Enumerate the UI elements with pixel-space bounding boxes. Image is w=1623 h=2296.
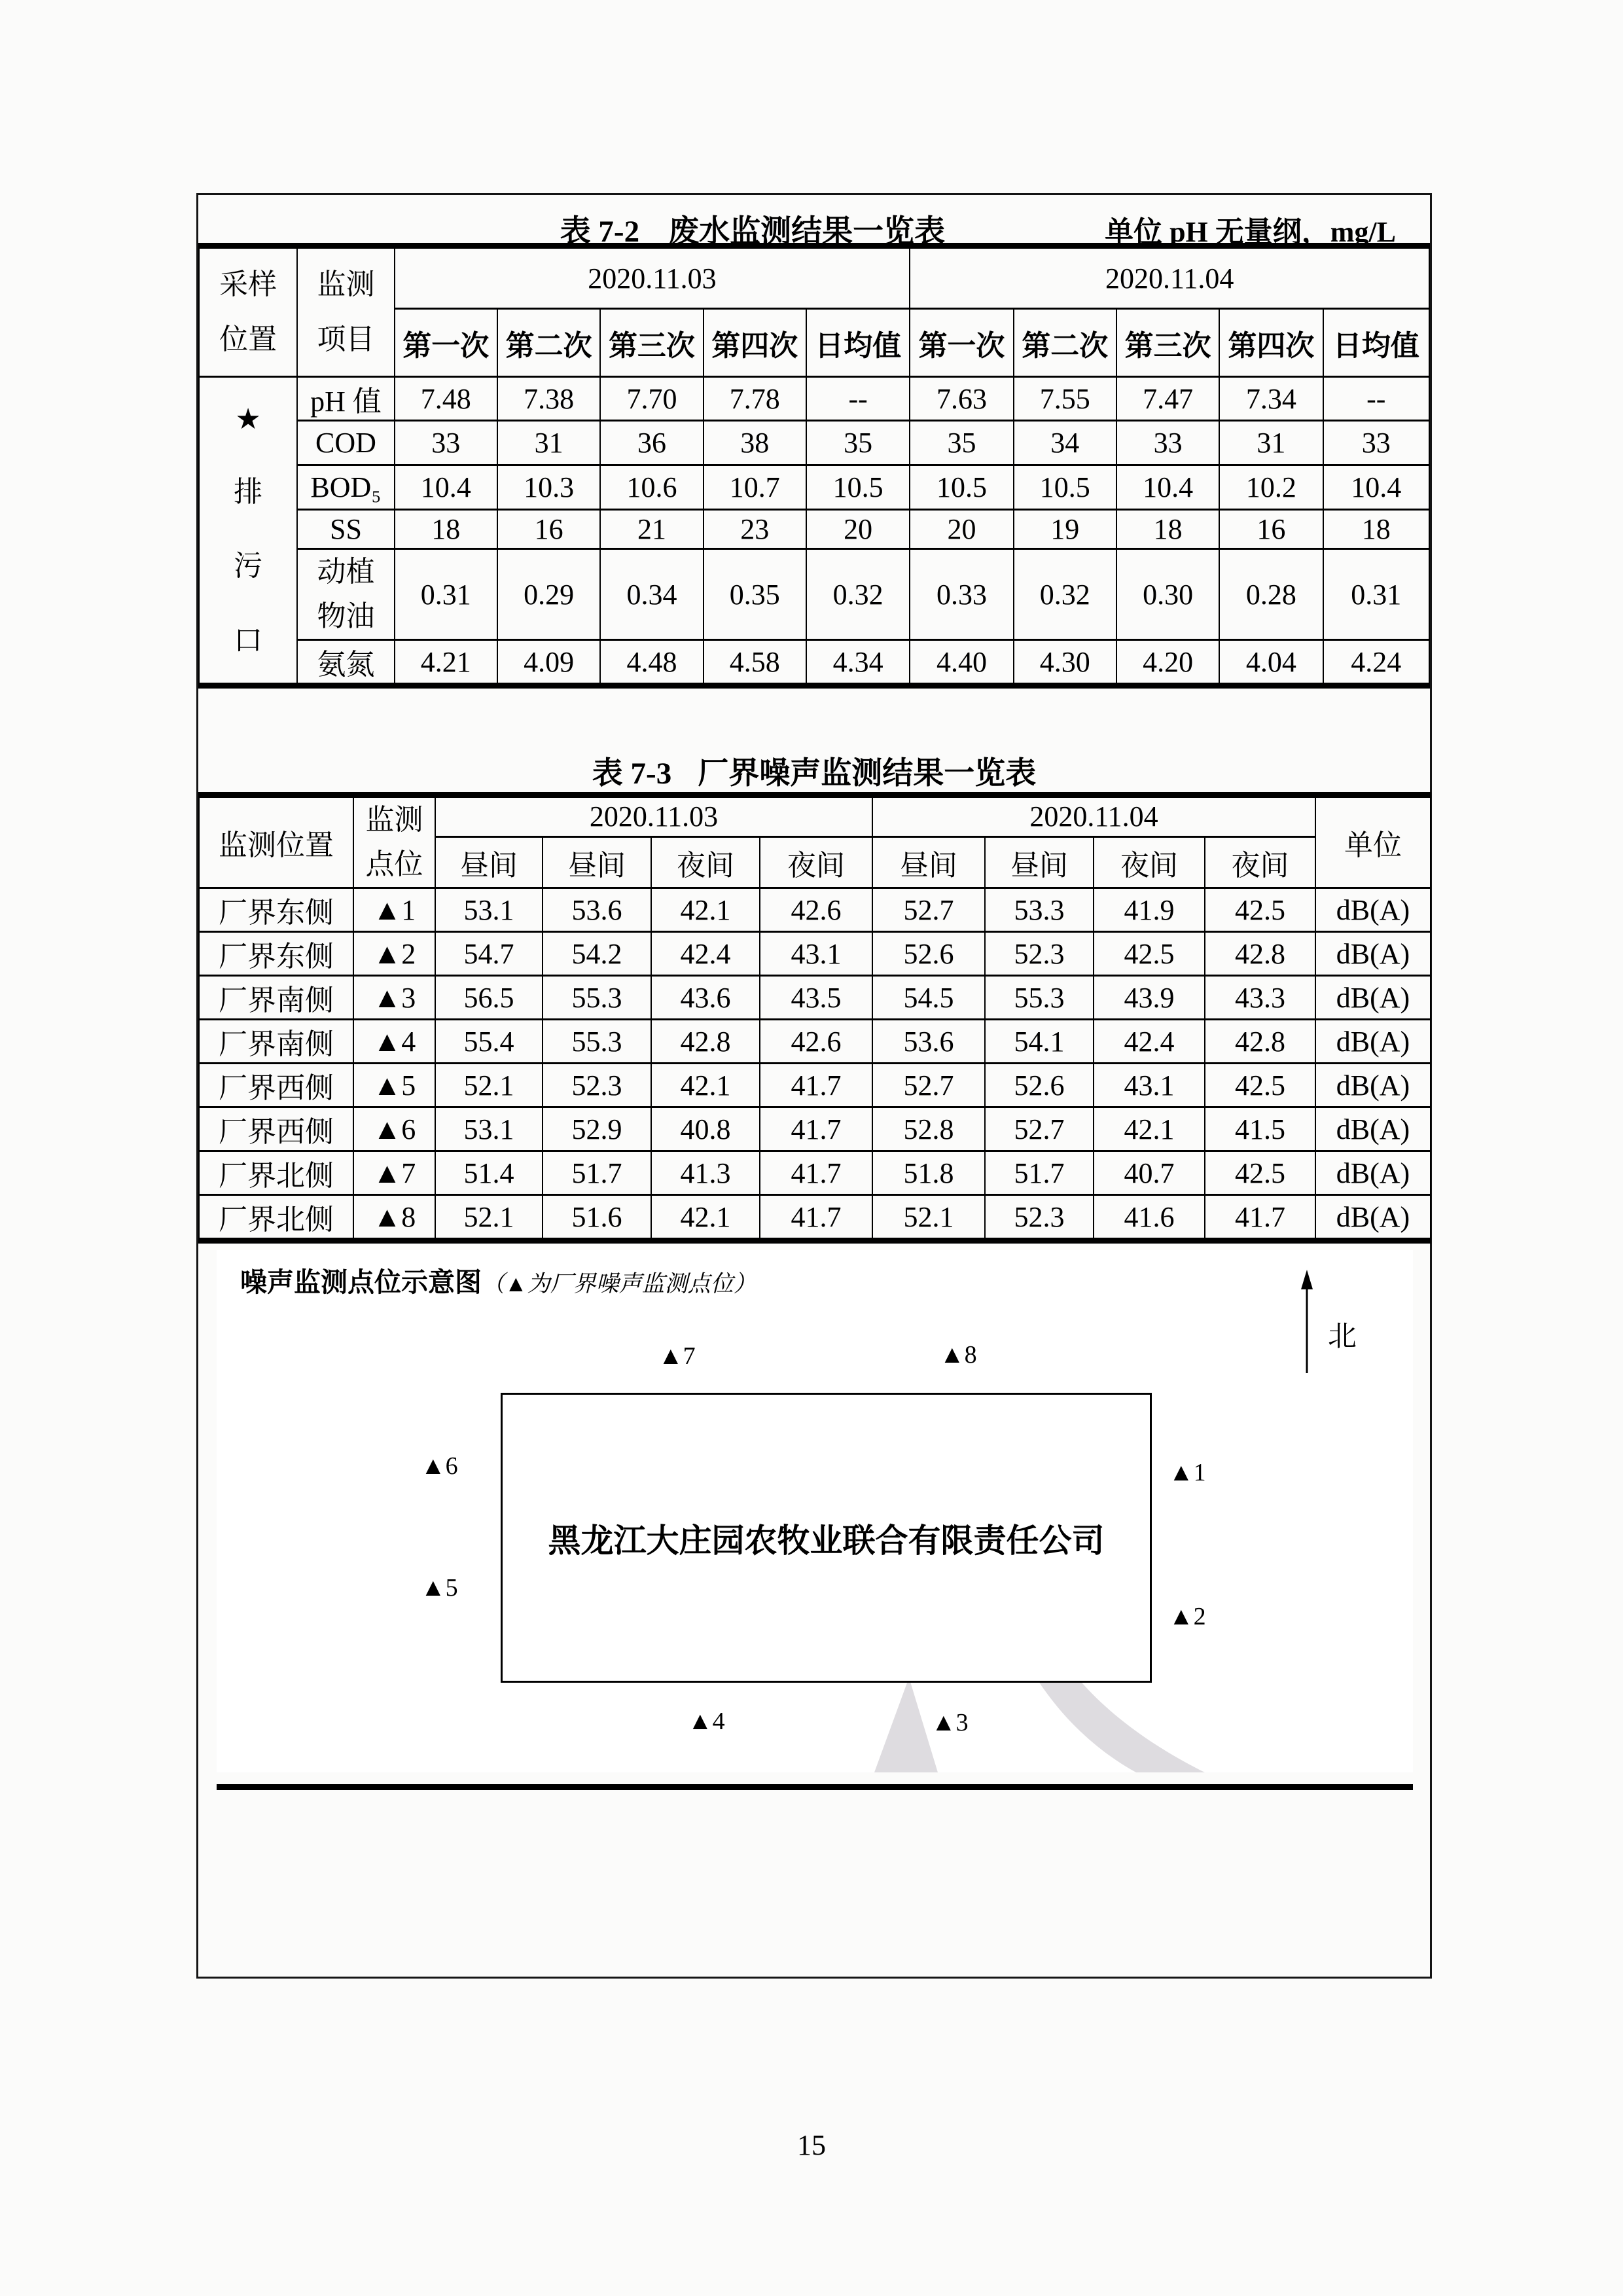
north-arrow-icon	[1293, 1270, 1321, 1374]
noise-point-5: ▲5	[421, 1574, 458, 1602]
cell: 7.78	[704, 377, 806, 421]
cell: 33	[1116, 421, 1219, 465]
cell-location: 厂界西侧	[199, 1064, 353, 1107]
cell: 41.7	[1205, 1195, 1315, 1241]
cell-item: BOD₅	[297, 465, 394, 510]
cell: 10.5	[1014, 465, 1116, 510]
header-subcol: 第三次	[1116, 309, 1219, 377]
cell: 41.5	[1205, 1107, 1315, 1151]
table-row	[199, 1020, 1431, 1064]
cell: 42.8	[651, 1020, 760, 1064]
cell-location: 厂界北侧	[199, 1195, 353, 1241]
cell-point: ▲6	[353, 1107, 435, 1151]
cell: 42.1	[651, 888, 760, 932]
header-label: 采样位置	[219, 268, 277, 355]
cell: --	[806, 377, 910, 421]
cell: 51.6	[543, 1195, 651, 1241]
cell: 51.7	[985, 1151, 1094, 1195]
table-row	[199, 640, 1429, 686]
cell-location: 厂界北侧	[199, 1151, 353, 1195]
cell: 10.5	[910, 465, 1013, 510]
cell: 7.70	[600, 377, 703, 421]
cell: 52.6	[872, 932, 985, 976]
cell: 31	[497, 421, 600, 465]
header-date-2: 2020.11.04	[872, 795, 1315, 837]
cell: 53.3	[985, 888, 1094, 932]
cell-point: ▲1	[353, 888, 435, 932]
cell: 41.7	[760, 1151, 872, 1195]
cell: 4.40	[910, 640, 1013, 686]
cell-point: ▲4	[353, 1020, 435, 1064]
cell: 54.1	[985, 1020, 1094, 1064]
header-subcol: 日均值	[806, 309, 910, 377]
noise-point-diagram	[217, 1250, 1413, 1772]
cell-location: 厂界南侧	[199, 976, 353, 1020]
cell: 55.3	[985, 976, 1094, 1020]
cell-location: 厂界西侧	[199, 1107, 353, 1151]
cell: 52.3	[543, 1064, 651, 1107]
header-subcol: 昼间	[435, 836, 543, 888]
table-row	[199, 976, 1431, 1020]
header-sampling-location	[199, 246, 297, 377]
cell: 10.7	[704, 465, 806, 510]
cell: 52.3	[985, 932, 1094, 976]
cell-point: ▲5	[353, 1064, 435, 1107]
cell: 41.6	[1094, 1195, 1205, 1241]
header-subcol: 第四次	[704, 309, 806, 377]
cell: 55.4	[435, 1020, 543, 1064]
header-subcol: 第三次	[600, 309, 703, 377]
cell: 42.1	[1094, 1107, 1205, 1151]
cell: 0.35	[704, 549, 806, 640]
cell: 16	[1219, 510, 1323, 549]
header-location: 监测位置	[199, 795, 353, 888]
cell: 54.7	[435, 932, 543, 976]
cell-unit: dB(A)	[1315, 1151, 1431, 1195]
noise-point-1: ▲1	[1169, 1459, 1206, 1486]
noise-point-6: ▲6	[421, 1452, 458, 1480]
cell: 42.4	[1094, 1020, 1205, 1064]
cell: 19	[1014, 510, 1116, 549]
table-row	[199, 465, 1429, 510]
noise-point-3: ▲3	[931, 1709, 969, 1736]
cell: 4.34	[806, 640, 910, 686]
cell: 55.3	[543, 1020, 651, 1064]
diagram-title-text: 噪声监测点位示意图	[240, 1267, 482, 1297]
cell-sampling-location	[199, 377, 297, 686]
table-row	[199, 932, 1431, 976]
cell: 4.58	[704, 640, 806, 686]
header-subcol: 第一次	[910, 309, 1013, 377]
table-row	[199, 246, 1429, 309]
cell: 7.48	[395, 377, 497, 421]
cell: 42.5	[1094, 932, 1205, 976]
cell: 10.4	[395, 465, 497, 510]
cell-point: ▲7	[353, 1151, 435, 1195]
cell: 23	[704, 510, 806, 549]
table-row	[199, 1195, 1431, 1241]
table-7-2-title-text: 废水监测结果一览表	[668, 215, 946, 249]
table-row	[199, 549, 1429, 640]
header-subcol: 第二次	[497, 309, 600, 377]
cell-location: 厂界南侧	[199, 1020, 353, 1064]
cell: 54.5	[872, 976, 985, 1020]
table-7-3-title-text: 厂界噪声监测结果一览表	[698, 757, 1037, 791]
cell: 42.5	[1205, 1151, 1315, 1195]
cell: 16	[497, 510, 600, 549]
cell: 42.1	[651, 1064, 760, 1107]
cell-item: SS	[297, 510, 394, 549]
factory-boundary-rect	[501, 1393, 1152, 1683]
cell: 34	[1014, 421, 1116, 465]
cell: 51.4	[435, 1151, 543, 1195]
cell: 42.6	[760, 1020, 872, 1064]
cell: --	[1323, 377, 1429, 421]
cell: 0.34	[600, 549, 703, 640]
table-7-3-title	[592, 749, 1036, 793]
north-label: 北	[1328, 1320, 1357, 1352]
cell: 7.63	[910, 377, 1013, 421]
cell: 52.7	[872, 1064, 985, 1107]
cell-unit: dB(A)	[1315, 1195, 1431, 1241]
cell: 4.04	[1219, 640, 1323, 686]
cell: 4.48	[600, 640, 703, 686]
cell: 53.1	[435, 1107, 543, 1151]
cell: 43.1	[1094, 1064, 1205, 1107]
cell: 0.28	[1219, 549, 1323, 640]
cell: 42.1	[651, 1195, 760, 1241]
cell: 18	[395, 510, 497, 549]
cell: 51.8	[872, 1151, 985, 1195]
diagram-title	[240, 1261, 757, 1299]
table-row	[199, 888, 1431, 932]
cell: 42.8	[1205, 1020, 1315, 1064]
cell: 20	[806, 510, 910, 549]
cell-point: ▲2	[353, 932, 435, 976]
cell-unit: dB(A)	[1315, 1107, 1431, 1151]
cell: 10.3	[497, 465, 600, 510]
cell: 18	[1323, 510, 1429, 549]
cell: 43.5	[760, 976, 872, 1020]
noise-point-7: ▲7	[658, 1342, 696, 1370]
cell: 10.4	[1323, 465, 1429, 510]
table-row	[199, 1107, 1431, 1151]
cell: 43.1	[760, 932, 872, 976]
header-label: 监测项目	[317, 268, 375, 355]
cell: 4.21	[395, 640, 497, 686]
company-name: 黑龙江大庄园农牧业联合有限责任公司	[548, 1522, 1105, 1559]
cell: 52.7	[985, 1107, 1094, 1151]
cell: 42.4	[651, 932, 760, 976]
cell: 7.38	[497, 377, 600, 421]
page-number: 15	[797, 2129, 826, 2161]
noise-point-8: ▲8	[940, 1341, 977, 1369]
cell: 42.8	[1205, 932, 1315, 976]
cell: 41.7	[760, 1107, 872, 1151]
cell: 0.33	[910, 549, 1013, 640]
table-row	[199, 377, 1429, 421]
outfall-star-icon: ★	[235, 403, 261, 435]
cell: 53.6	[543, 888, 651, 932]
header-subcol: 第四次	[1219, 309, 1323, 377]
cell: 55.3	[543, 976, 651, 1020]
table-7-3-title-prefix: 表 7-3	[592, 757, 672, 791]
cell: 52.1	[435, 1064, 543, 1107]
header-date-1: 2020.11.03	[395, 246, 910, 309]
header-subcol: 第二次	[1014, 309, 1116, 377]
cell: 43.3	[1205, 976, 1315, 1020]
cell-unit: dB(A)	[1315, 1020, 1431, 1064]
cell: 51.7	[543, 1151, 651, 1195]
cell: 10.4	[1116, 465, 1219, 510]
cell: 41.9	[1094, 888, 1205, 932]
cell: 52.6	[985, 1064, 1094, 1107]
cell: 54.2	[543, 932, 651, 976]
cell-item: COD	[297, 421, 394, 465]
outfall-char: 排	[234, 476, 263, 509]
header-date-1: 2020.11.03	[435, 795, 872, 837]
cell: 35	[910, 421, 1013, 465]
cell-item: pH 值	[297, 377, 394, 421]
cell: 4.30	[1014, 640, 1116, 686]
table-7-2-titlebar	[198, 207, 1430, 249]
cell: 52.9	[543, 1107, 651, 1151]
header-monitor-item	[297, 246, 394, 377]
cell: 40.7	[1094, 1151, 1205, 1195]
bottom-rule	[217, 1784, 1413, 1790]
table-7-2-unit-note: 单位 pH 无量纲，mg/L	[1105, 216, 1396, 248]
cell: 0.32	[1014, 549, 1116, 640]
cell: 56.5	[435, 976, 543, 1020]
cell: 0.32	[806, 549, 910, 640]
cell: 52.1	[872, 1195, 985, 1241]
cell-point: ▲3	[353, 976, 435, 1020]
cell: 41.7	[760, 1195, 872, 1241]
cell: 52.1	[435, 1195, 543, 1241]
cell: 38	[704, 421, 806, 465]
cell: 33	[395, 421, 497, 465]
table-7-2	[198, 243, 1430, 689]
header-subcol: 日均值	[1323, 309, 1429, 377]
cell: 18	[1116, 510, 1219, 549]
cell: 42.5	[1205, 888, 1315, 932]
header-date-2: 2020.11.04	[910, 246, 1429, 309]
cell: 0.31	[395, 549, 497, 640]
cell: 43.6	[651, 976, 760, 1020]
diagram-title-note: （▲为厂界噪声监测点位）	[482, 1271, 757, 1297]
outfall-label	[200, 386, 296, 674]
cell: 10.5	[806, 465, 910, 510]
header-subcol: 夜间	[760, 836, 872, 888]
cell-item: 氨氮	[297, 640, 394, 686]
cell: 20	[910, 510, 1013, 549]
cell: 4.20	[1116, 640, 1219, 686]
cell: 21	[600, 510, 703, 549]
table-row	[199, 795, 1431, 837]
header-point	[353, 795, 435, 888]
cell: 10.2	[1219, 465, 1323, 510]
header-unit: 单位	[1315, 795, 1431, 888]
cell: 42.5	[1205, 1064, 1315, 1107]
cell-unit: dB(A)	[1315, 976, 1431, 1020]
cell: 36	[600, 421, 703, 465]
cell: 52.7	[872, 888, 985, 932]
noise-point-4: ▲4	[688, 1708, 725, 1735]
cell: 41.3	[651, 1151, 760, 1195]
table-7-2-title-prefix: 表 7-2	[560, 215, 640, 249]
header-subcol: 第一次	[395, 309, 497, 377]
cell: 42.6	[760, 888, 872, 932]
cell: 41.7	[760, 1064, 872, 1107]
cell: 10.6	[600, 465, 703, 510]
header-subcol: 昼间	[872, 836, 985, 888]
cell-point: ▲8	[353, 1195, 435, 1241]
cell: 0.29	[497, 549, 600, 640]
cell: 53.1	[435, 888, 543, 932]
cell-item-label: 动植物油	[317, 556, 375, 633]
cell: 40.8	[651, 1107, 760, 1151]
cell-location: 厂界东侧	[199, 932, 353, 976]
cell: 0.31	[1323, 549, 1429, 640]
cell-location: 厂界东侧	[199, 888, 353, 932]
table-row	[199, 510, 1429, 549]
cell: 33	[1323, 421, 1429, 465]
table-row	[199, 421, 1429, 465]
content-frame	[196, 193, 1432, 1979]
cell-unit: dB(A)	[1315, 1064, 1431, 1107]
cell: 53.6	[872, 1020, 985, 1064]
cell: 4.09	[497, 640, 600, 686]
cell: 7.34	[1219, 377, 1323, 421]
cell-item	[297, 549, 394, 640]
cell: 4.24	[1323, 640, 1429, 686]
outfall-char: 口	[234, 624, 263, 656]
header-subcol: 夜间	[651, 836, 760, 888]
cell-unit: dB(A)	[1315, 932, 1431, 976]
table-7-3	[198, 792, 1431, 1244]
cell-unit: dB(A)	[1315, 888, 1431, 932]
table-row	[199, 1151, 1431, 1195]
outfall-char: 污	[234, 550, 263, 583]
header-subcol: 昼间	[543, 836, 651, 888]
table-row	[199, 1064, 1431, 1107]
header-subcol: 夜间	[1205, 836, 1315, 888]
cell: 0.30	[1116, 549, 1219, 640]
cell: 52.8	[872, 1107, 985, 1151]
cell: 7.55	[1014, 377, 1116, 421]
header-label: 监测点位	[365, 804, 423, 881]
header-subcol: 夜间	[1094, 836, 1205, 888]
cell: 7.47	[1116, 377, 1219, 421]
cell: 52.3	[985, 1195, 1094, 1241]
header-subcol: 昼间	[985, 836, 1094, 888]
noise-point-2: ▲2	[1169, 1603, 1206, 1630]
cell: 35	[806, 421, 910, 465]
cell: 31	[1219, 421, 1323, 465]
cell: 43.9	[1094, 976, 1205, 1020]
